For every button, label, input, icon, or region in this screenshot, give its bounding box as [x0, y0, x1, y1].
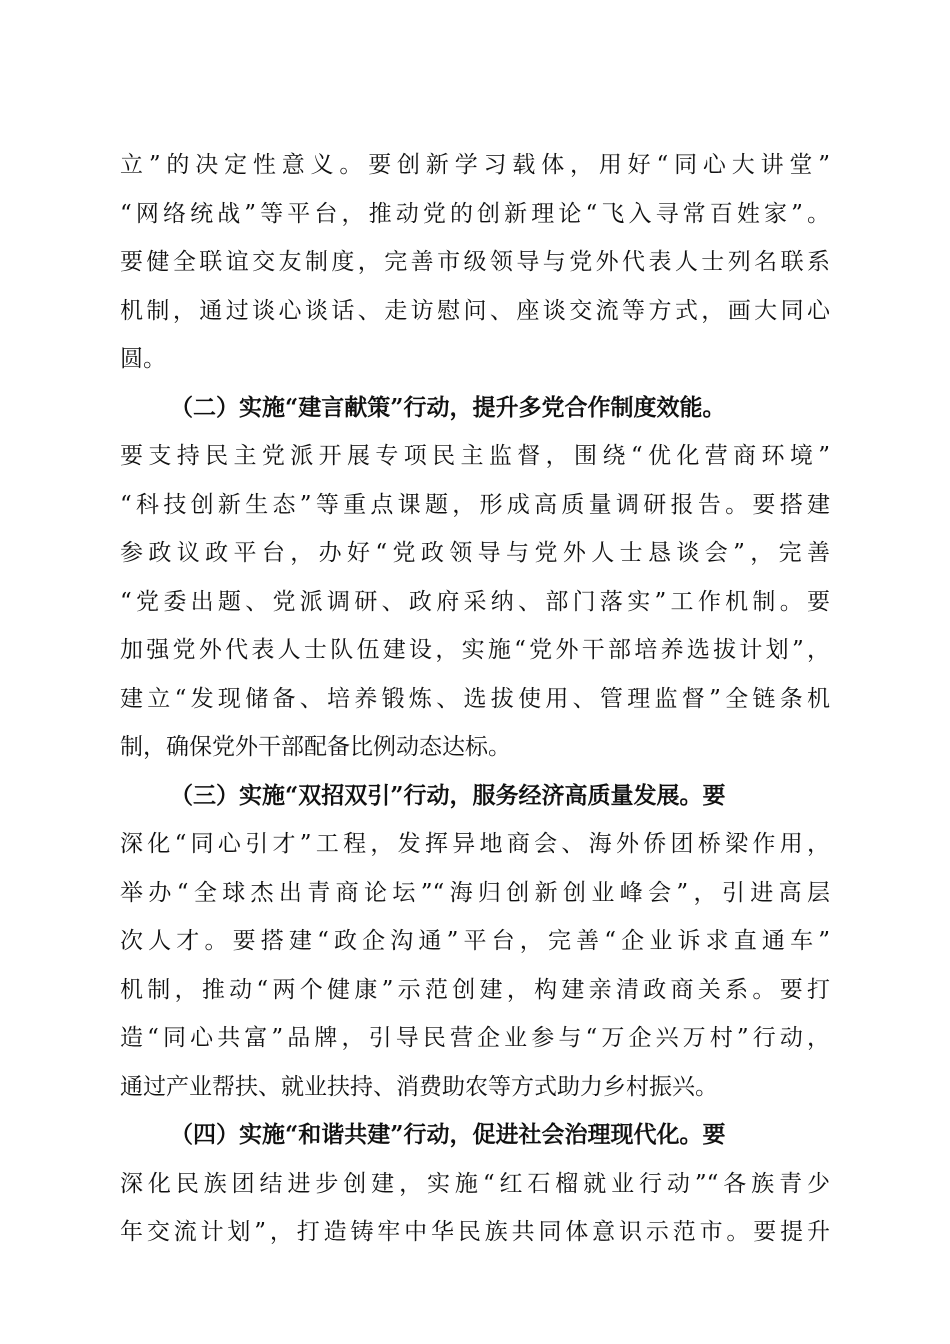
section-heading-3: （三）实施“双招双引”行动，服务经济高质量发展。要	[170, 781, 726, 809]
text-line: “网络统战”等平台，推动党的创新理论“飞入寻常百姓家”。	[120, 200, 830, 227]
text-line: 参政议政平台，办好“党政领导与党外人士恳谈会”，完善	[120, 540, 830, 566]
text-line: 年交流计划”，打造铸牢中华民族共同体意识示范市。要提升	[120, 1219, 830, 1245]
text-line: 机制，推动“两个健康”示范创建，构建亲清政商关系。要打	[120, 976, 830, 1003]
text-line: 建立“发现储备、培养锻炼、选拔使用、管理监督”全链条机	[120, 685, 830, 712]
text-line: 举办“全球杰出青商论坛”“海归创新创业峰会”，引进高层	[120, 879, 830, 906]
text-line: 制，确保党外干部配备比例动态达标。	[120, 734, 511, 760]
text-line: 次人才。要搭建“政企沟通”平台，完善“企业诉求直通车”	[120, 928, 830, 954]
text-line: 立”的决定性意义。要创新学习载体，用好“同心大讲堂”	[120, 152, 830, 178]
text-line: 要支持民主党派开展专项民主监督，围绕“优化营商环境”	[120, 443, 830, 469]
section-heading-2: （二）实施“建言献策”行动，提升多党合作制度效能。	[170, 393, 726, 421]
text-line: 圆。	[120, 346, 166, 372]
text-line: 深化“同心引才”工程，发挥异地商会、海外侨团桥梁作用，	[120, 831, 830, 857]
text-line: 机制，通过谈心谈话、走访慰问、座谈交流等方式，画大同心	[120, 297, 830, 324]
text-line: 深化民族团结进步创建，实施“红石榴就业行动”“各族青少	[120, 1170, 830, 1197]
text-line: 加强党外代表人士队伍建设，实施“党外干部培养选拔计划”，	[120, 637, 830, 663]
text-line: “党委出题、党派调研、政府采纳、部门落实”工作机制。要	[120, 588, 830, 615]
text-line: “科技创新生态”等重点课题，形成高质量调研报告。要搭建	[120, 491, 830, 518]
document-body	[120, 141, 830, 1257]
text-line: 造“同心共富”品牌，引导民营企业参与“万企兴万村”行动，	[120, 1025, 830, 1051]
text-line: 通过产业帮扶、就业扶持、消费助农等方式助力乡村振兴。	[120, 1073, 718, 1100]
text-line: 要健全联谊交友制度，完善市级领导与党外代表人士列名联系	[120, 249, 830, 275]
section-heading-4: （四）实施“和谐共建”行动，促进社会治理现代化。要	[170, 1121, 726, 1148]
